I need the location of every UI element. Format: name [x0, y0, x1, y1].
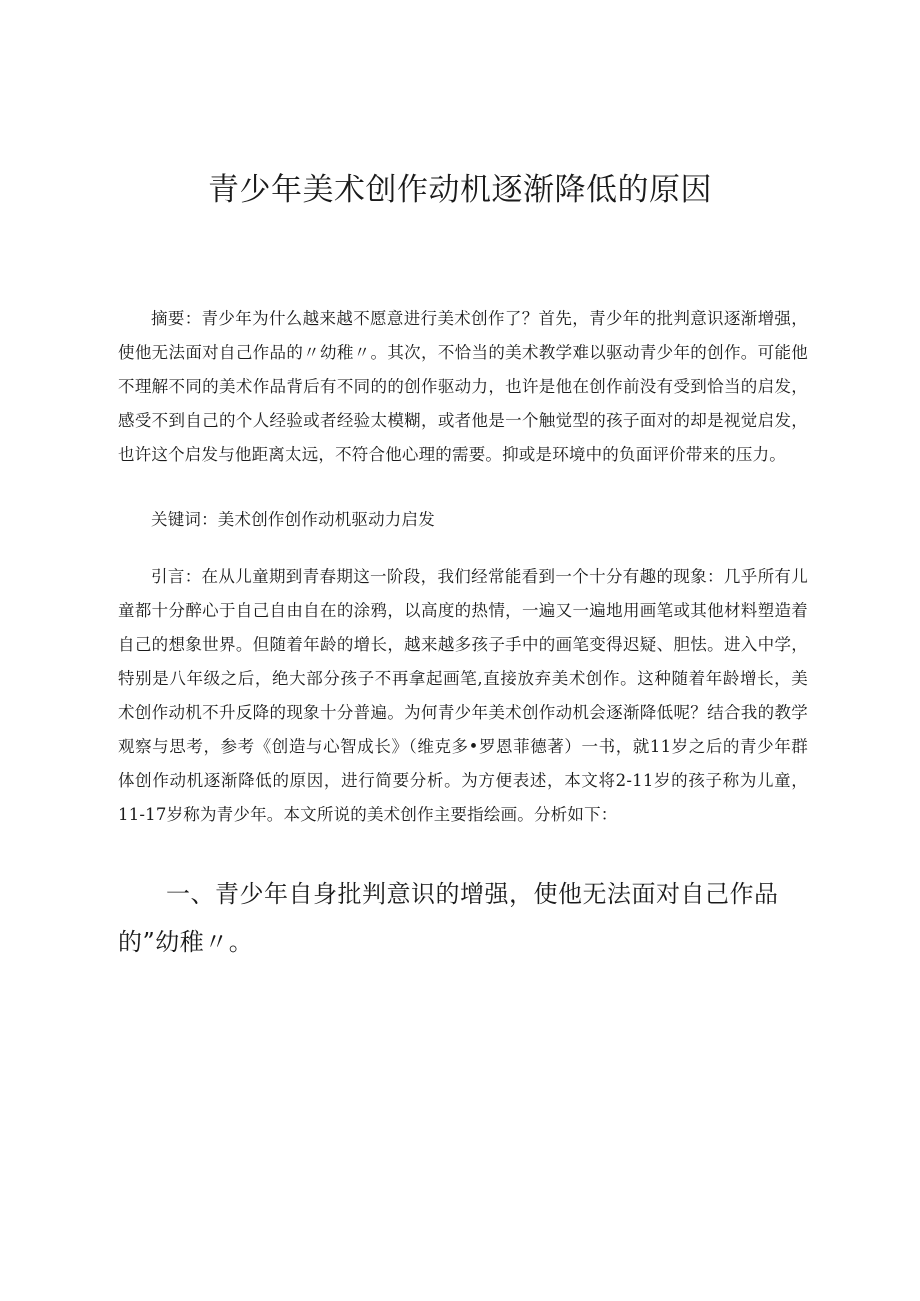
keywords-paragraph: 关键词：美术创作创作动机驱动力启发 — [151, 510, 435, 529]
abstract-paragraph: 摘要：青少年为什么越来越不愿意进行美术创作了？首先，青少年的批判意识逐渐增强，使他无法面对自己作品的〃幼稚〃。其次，不恰当的美术教学难以驱动青少年的创作。可能他不理解不同的美术作品背后有不同的的创作驱动力，也许是他在创作前没有受到恰当的启发，感受不到自己的个人经验或者经验太模糊，或者他是一个触觉型的孩子面对的却是视觉启发，也许这个启发与他距离太远，不符合他心理的需要。抑或是环境中的负面评价带来的压力。 — [118, 309, 808, 464]
introduction-paragraph: 引言：在从儿童期到青春期这一阶段，我们经常能看到一个十分有趣的现象：几乎所有儿童都十分醉心于自己自由自在的涂鸦，以高度的热情，一遍又一遍地用画笔或其他材料塑造着自己的想象世界。但随着年龄的增长，越来越多孩子手中的画笔变得迟疑、胆怯。进入中学，特别是八年级之后，绝大部分孩子不再拿起画笔,直接放弃美术创作。这种随着年龄增长，美术创作动机不升反降的现象十分普遍。为何青少年美术创作动机会逐渐降低呢？结合我的教学观察与思考，参考《创造与心智成长》（维克多•罗恩菲德著）一书，就11岁之后的青少年群体创作动机逐渐降低的原因，进行简要分析。为方便表述，本文将2-11岁的孩子称为儿童，11-17岁称为青少年。本文所说的美术创作主要指绘画。分析如下： — [118, 567, 808, 824]
document-title: 青少年美术创作动机逐渐降低的原因 — [208, 172, 712, 208]
section-heading-1: 一、青少年自身批判意识的增强，使他无法面对自己作品的”幼稚〃。 — [118, 880, 779, 956]
